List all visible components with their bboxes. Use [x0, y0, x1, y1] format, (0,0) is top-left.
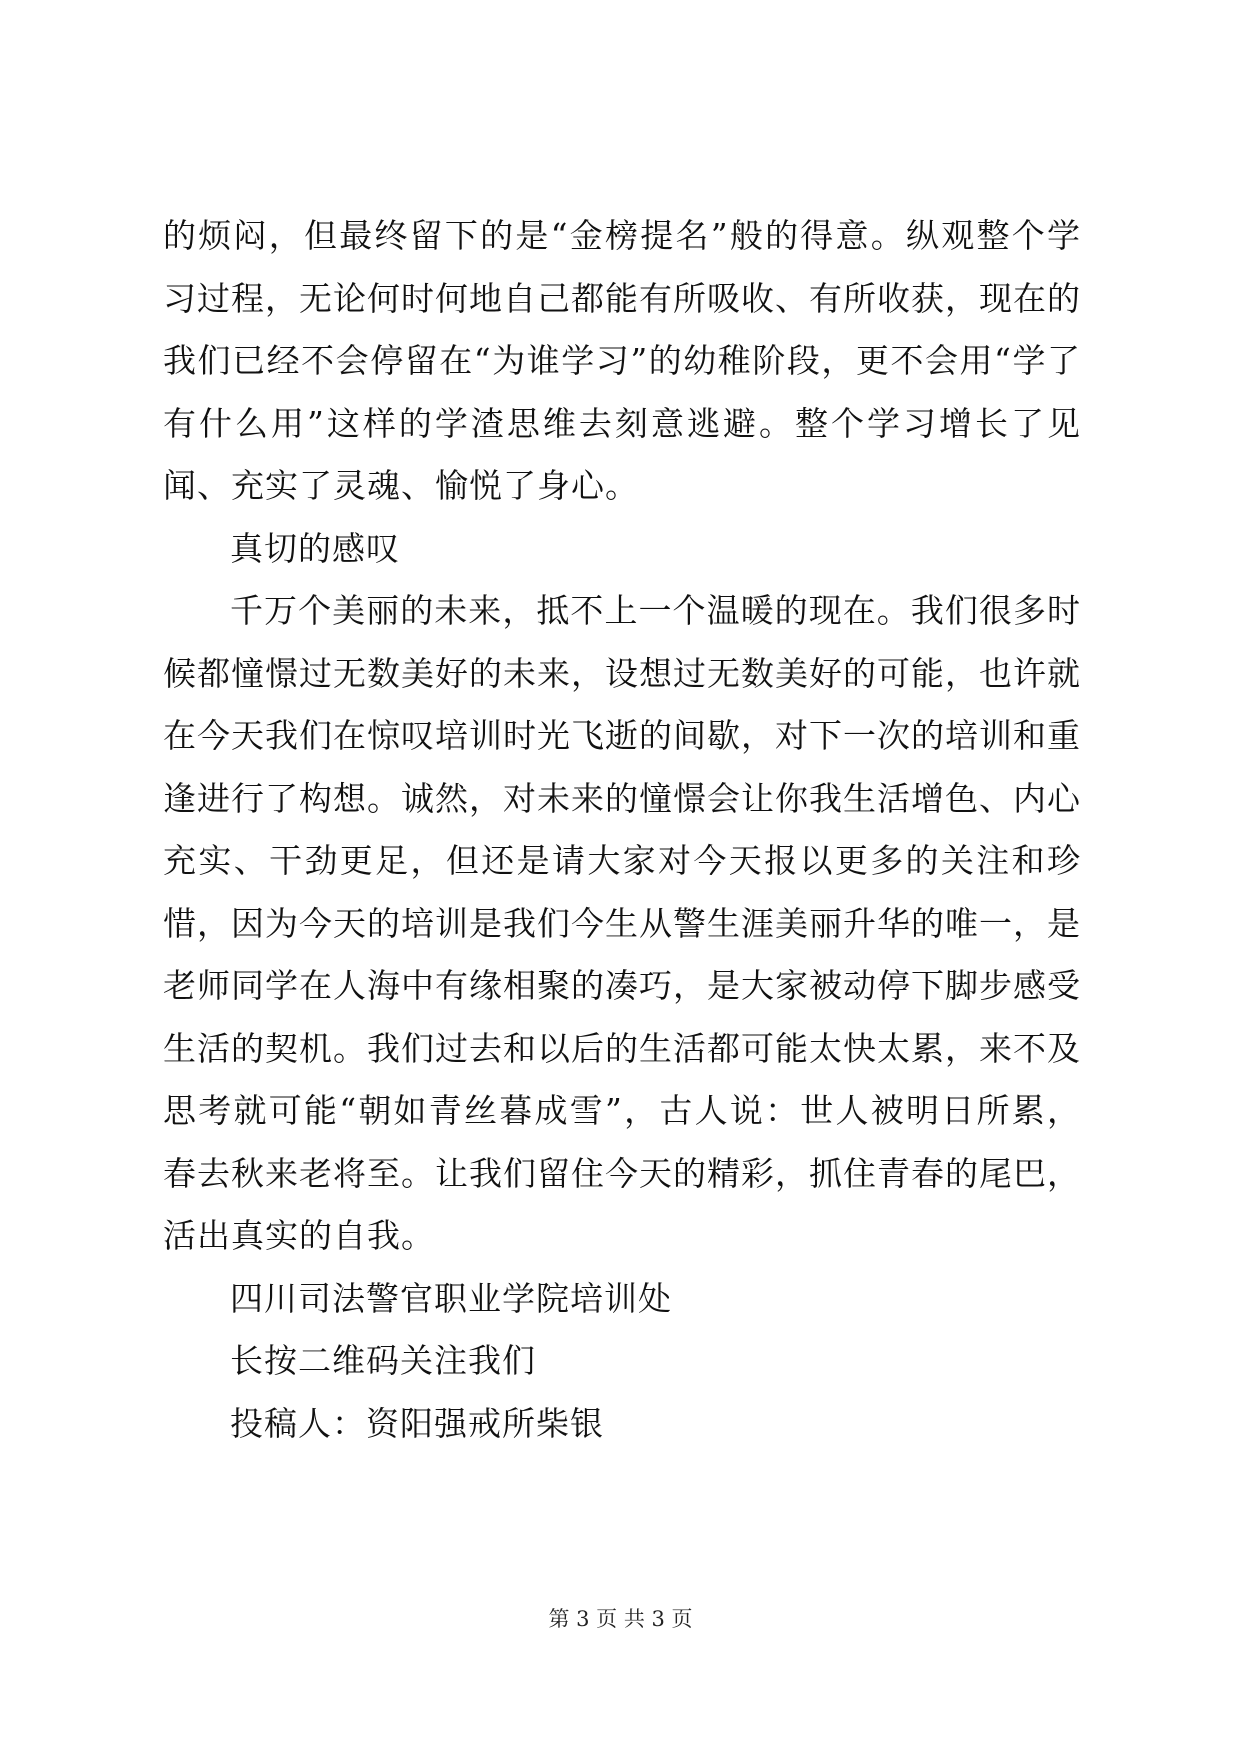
qr-follow-line: 长按二维码关注我们	[230, 1341, 536, 1380]
organization-line: 四川司法警官职业学院培训处	[230, 1278, 672, 1318]
section-heading: 真切的感叹	[230, 528, 400, 568]
page-number-footer: 第 3 页 共 3 页	[548, 1607, 693, 1631]
document-body	[163, 205, 1081, 1455]
paragraph-body: 千万个美丽的未来，抵不上一个温暖的现在。我们很多时候都憧憬过无数美好的未来，设想过无数美好的可能，也许就在今天我们在惊叹培训时光飞逝的间歇，对下一次的培训和重逢进行了构想。诚然，对未来的憧憬会让你我生活增色、内心充实、干劲更足，但还是请大家对今天报以更多的关注和珍惜，因为今天的培训是我们今生从警生涯美丽升华的唯一，是老师同学在人海中有缘相聚的凑巧，是大家被动停下脚步感受生活的契机。我们过去和以后的生活都可能太快太累，来不及思考就可能“朝如青丝暮成雪”，古人说：世人被明日所累，春去秋来老将至。让我们留住今天的精彩，抓住青春的尾巴，活出真实的自我。	[163, 591, 1081, 1255]
paragraph-continuation: 的烦闷，但最终留下的是“金榜提名”般的得意。纵观整个学习过程，无论何时何地自己都能有所吸收、有所收获，现在的我们已经不会停留在“为谁学习”的幼稚阶段，更不会用“学了有什么用”这样的学渣思维去刻意逃避。整个学习增长了见闻、充实了灵魂、愉悦了身心。	[163, 216, 1081, 505]
contributor-line: 投稿人：资阳强戒所柴银	[230, 1403, 604, 1443]
